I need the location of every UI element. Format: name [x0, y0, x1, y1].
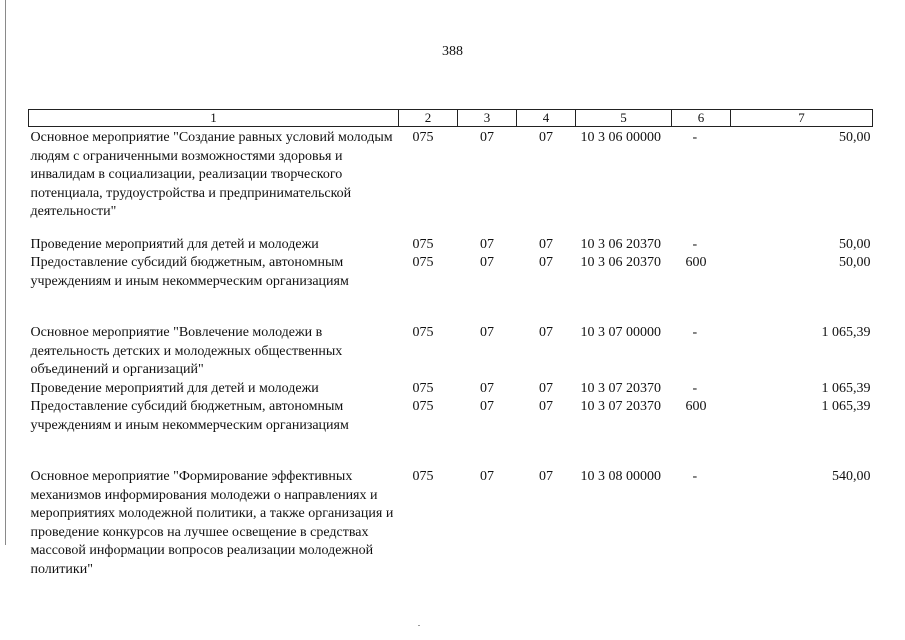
row-col5: 10 3 06 20370: [580, 255, 661, 270]
row-col2: 075: [412, 130, 434, 145]
header-col-7: 7: [731, 110, 873, 127]
table-row: [29, 254, 873, 291]
row-name: Проведение мероприятий для детей и молодежи: [30, 236, 319, 252]
row-name: Основное мероприятие "Формирование эффективных механизмов информирования молодежи о направлениях и мероприятиях молодежной политики, а также организация и проведение конкурсов на лучшее освещение в средствах массовой информации вопросов реализации молодежной политики": [30, 469, 394, 577]
row-col5: 10 3 07 20370: [580, 380, 661, 396]
row-col3: 07: [480, 255, 494, 270]
row-col6: -: [692, 380, 698, 396]
row-col3: 07: [480, 236, 494, 252]
header-col-6: 6: [672, 110, 731, 127]
page-left-edge-line: [5, 0, 6, 545]
table-row: [29, 291, 873, 380]
budget-table-container: [28, 109, 872, 579]
row-col4: 07: [539, 236, 553, 252]
table-header-row: [29, 110, 873, 127]
row-name: Основное мероприятие "Создание равных условий молодым людям с ограниченными возможностями здоровья и инвалидам в социализации, реализации творческого потенциала, трудоустройства и предпринимательской деятельности": [30, 130, 393, 219]
header-col-4: 4: [517, 110, 576, 127]
row-amount: 1 065,39: [821, 399, 871, 414]
row-name: Проведение мероприятий для детей и молодежи: [30, 380, 319, 396]
header-col-2: 2: [399, 110, 458, 127]
row-name: Предоставление субсидий бюджетным, автономным учреждениям и иным некоммерческим организациям: [30, 255, 349, 289]
scan-speck: [418, 625, 420, 626]
row-col4: 07: [539, 325, 553, 340]
row-col3: 07: [480, 380, 494, 396]
row-col4: 07: [539, 399, 553, 414]
row-amount: 50,00: [839, 255, 871, 270]
header-col-1: 1: [29, 110, 399, 127]
row-col6: -: [692, 236, 698, 252]
table-row: [29, 435, 873, 579]
row-amount: 50,00: [839, 236, 871, 252]
row-col6: -: [692, 325, 698, 340]
row-name: Основное мероприятие "Вовлечение молодежи в деятельность детских и молодежных общественных объединений и организаций": [30, 325, 343, 377]
row-col5: 10 3 07 20370: [580, 399, 661, 414]
row-col5: 10 3 06 20370: [580, 236, 661, 252]
row-col6: 600: [685, 255, 707, 270]
row-col3: 07: [480, 325, 494, 340]
row-col4: 07: [539, 130, 553, 145]
row-col4: 07: [539, 380, 553, 396]
row-amount: 540,00: [832, 469, 871, 484]
row-col6: 600: [685, 399, 707, 414]
row-col2: 075: [412, 325, 434, 340]
row-col3: 07: [480, 130, 494, 145]
row-col2: 075: [412, 469, 434, 484]
table-row: [29, 398, 873, 435]
row-col6: -: [692, 469, 698, 484]
row-col4: 07: [539, 469, 553, 484]
row-name: Предоставление субсидий бюджетным, автономным учреждениям и иным некоммерческим организациям: [30, 399, 349, 433]
row-col3: 07: [480, 399, 494, 414]
header-col-3: 3: [458, 110, 517, 127]
table-row: [29, 222, 873, 255]
row-col6: -: [692, 130, 698, 145]
table-row: [29, 127, 873, 222]
row-col5: 10 3 07 00000: [580, 325, 661, 340]
page-number: 388: [442, 44, 463, 59]
row-col5: 10 3 08 00000: [580, 469, 661, 484]
header-col-5: 5: [576, 110, 672, 127]
row-col3: 07: [480, 469, 494, 484]
row-col2: 075: [412, 255, 434, 270]
row-col4: 07: [539, 255, 553, 270]
row-col2: 075: [412, 380, 434, 396]
row-amount: 1 065,39: [821, 380, 871, 396]
row-amount: 1 065,39: [821, 325, 871, 340]
row-col5: 10 3 06 00000: [580, 130, 661, 145]
row-col2: 075: [412, 399, 434, 414]
row-amount: 50,00: [839, 130, 871, 145]
budget-table: [28, 109, 873, 579]
row-col2: 075: [412, 236, 434, 252]
table-row: [29, 380, 873, 399]
